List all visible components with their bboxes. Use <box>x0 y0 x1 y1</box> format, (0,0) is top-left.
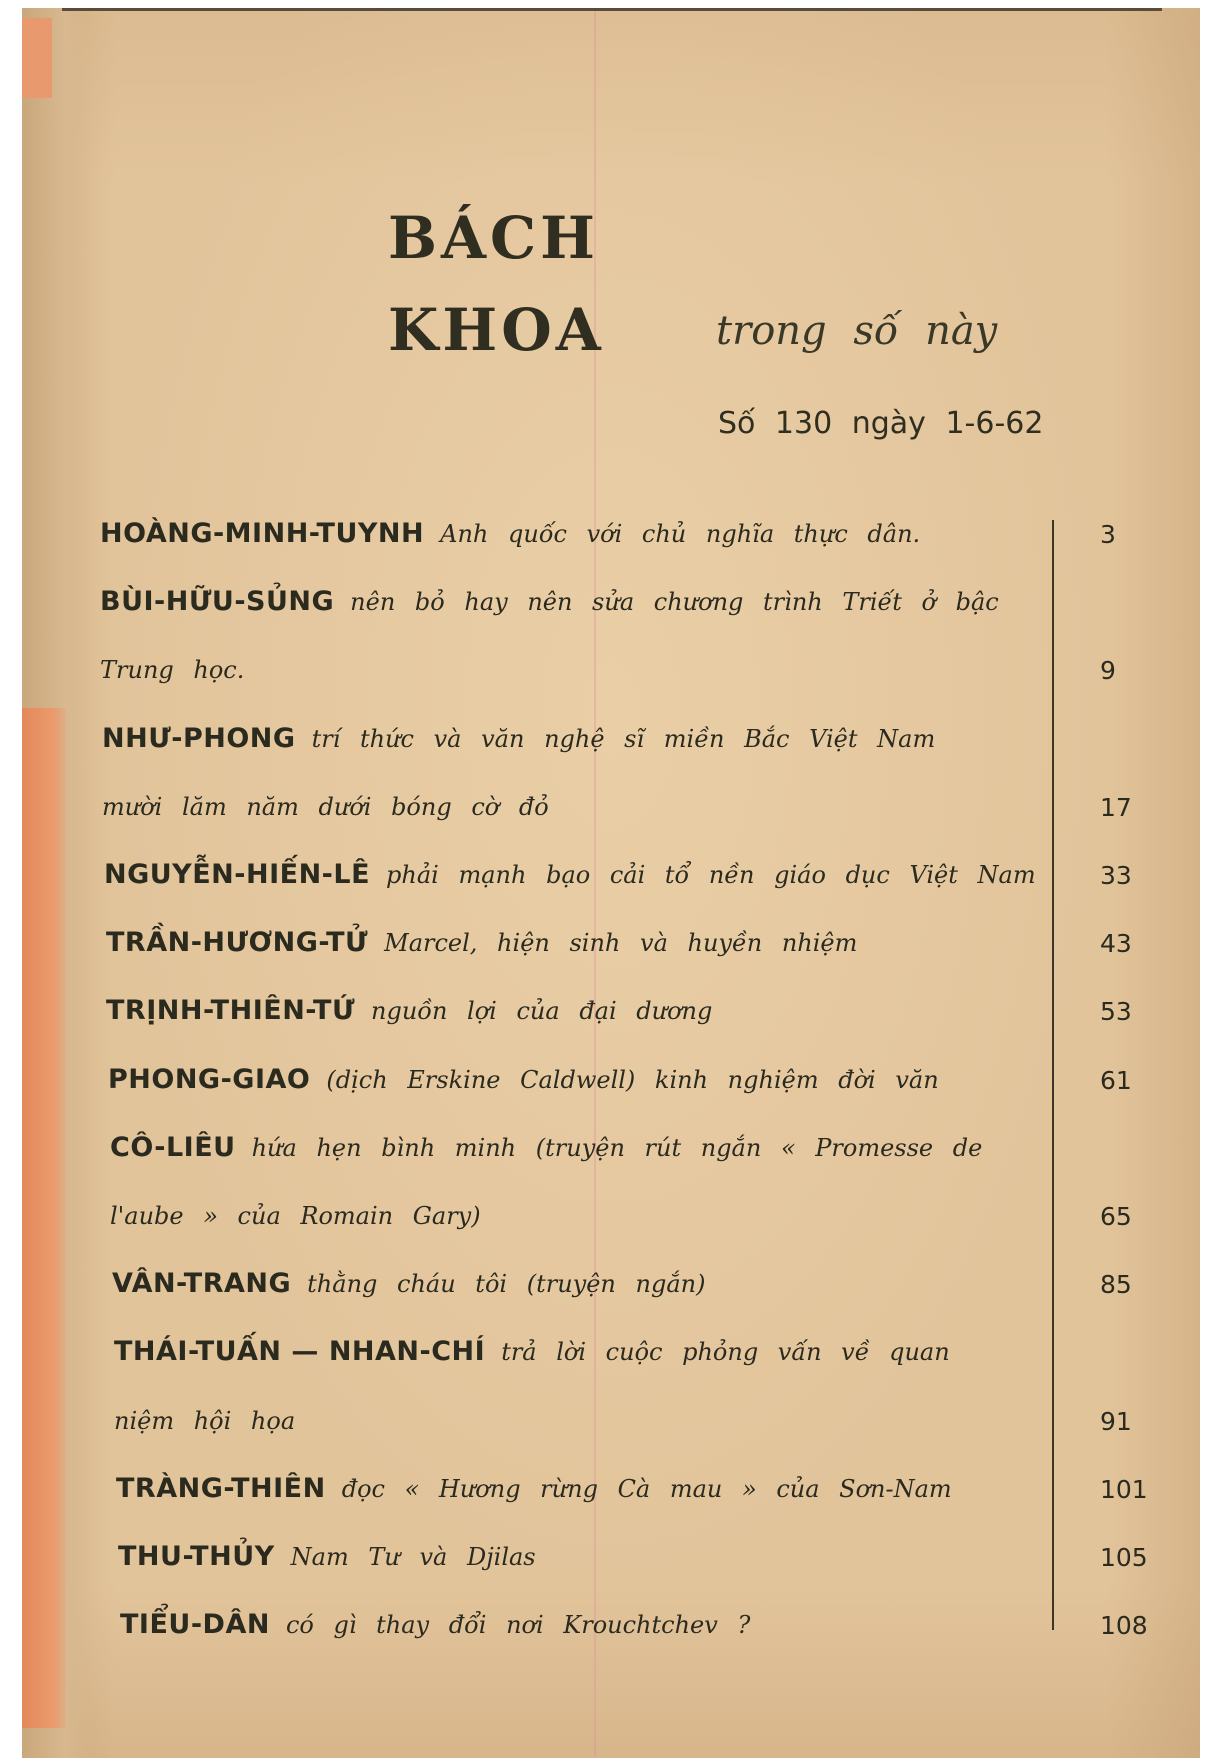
toc-description: nguồn lợi của đại dương <box>371 997 713 1025</box>
toc-page-number: 91 <box>1100 1407 1132 1436</box>
toc-author: BÙI-HỮU-SỦNG <box>100 586 335 617</box>
toc-page-number: 85 <box>1100 1270 1132 1299</box>
toc-description: l'aube » của Romain Gary) <box>110 1202 481 1230</box>
toc-description: phải mạnh bạo cải tổ nền giáo dục Việt Nam <box>386 861 1036 889</box>
toc-description: trí thức và văn nghệ sĩ miền Bắc Việt Nam <box>311 725 936 753</box>
toc-page-number: 105 <box>1100 1543 1148 1572</box>
toc-entry <box>112 1268 705 1299</box>
toc-page-number: 3 <box>1100 520 1116 549</box>
toc-entry <box>102 791 549 822</box>
toc-description: trả lời cuộc phỏng vấn về quan <box>501 1338 950 1366</box>
toc-author: NGUYỄN-HIẾN-LÊ <box>104 859 371 890</box>
title-line-1: BÁCH <box>388 204 599 272</box>
toc-entry <box>106 995 712 1026</box>
toc-description: có gì thay đổi nơi Krouchtchev ? <box>285 1611 751 1639</box>
toc-description: hứa hẹn bình minh (truyện rút ngắn « Promesse de <box>251 1134 983 1162</box>
toc-author: CÔ-LIÊU <box>110 1132 236 1163</box>
toc-entry <box>114 1405 295 1436</box>
toc-page-number: 17 <box>1100 793 1132 822</box>
toc-entry <box>106 927 857 958</box>
toc-description: thằng cháu tôi (truyện ngắn) <box>307 1270 706 1298</box>
toc-page-number: 101 <box>1100 1475 1148 1504</box>
toc-page-number: 61 <box>1100 1066 1132 1095</box>
toc-description: Anh quốc với chủ nghĩa thực dân. <box>440 520 921 548</box>
toc-author: PHONG-GIAO <box>108 1064 311 1095</box>
toc-entry <box>100 518 920 549</box>
column-divider <box>1052 520 1054 1630</box>
toc-entry <box>116 1473 952 1504</box>
toc-author: VÂN-TRANG <box>112 1268 292 1299</box>
toc-description: đọc « Hương rừng Cà mau » của Sơn-Nam <box>341 1475 952 1503</box>
toc-description: niệm hội họa <box>114 1407 296 1435</box>
toc-description: (dịch Erskine Caldwell) kinh nghiệm đời văn <box>326 1066 939 1094</box>
toc-entry <box>102 723 935 754</box>
toc-page-number: 65 <box>1100 1202 1132 1231</box>
toc-entry <box>110 1200 481 1231</box>
toc-author: TRÀNG-THIÊN <box>116 1473 326 1504</box>
toc-description: mười lăm năm dưới bóng cờ đỏ <box>102 793 549 821</box>
toc-entry <box>118 1541 536 1572</box>
toc-description: Marcel, hiện sinh và huyền nhiệm <box>384 929 858 957</box>
toc-page-number: 9 <box>1100 656 1116 685</box>
toc-entry <box>108 1064 939 1095</box>
toc-description: nên bỏ hay nên sửa chương trình Triết ở bậc <box>350 588 999 616</box>
toc-entry <box>110 1132 982 1163</box>
orange-paper-strip-top <box>22 18 52 98</box>
toc-page-number: 33 <box>1100 861 1132 890</box>
toc-description: Trung học. <box>100 656 245 684</box>
toc-author: TIỂU-DÂN <box>120 1609 270 1640</box>
toc-page-number: 43 <box>1100 929 1132 958</box>
toc-author: TRỊNH-THIÊN-TỨ <box>106 995 355 1026</box>
toc-entry <box>114 1336 950 1367</box>
subtitle: trong số này <box>716 308 998 354</box>
toc-description: Nam Tư và Djilas <box>290 1543 536 1571</box>
toc-entry <box>100 654 244 685</box>
toc-author: THÁI-TUẤN — NHAN-CHÍ <box>114 1336 486 1367</box>
top-page-edge <box>62 8 1162 11</box>
magazine-page <box>22 8 1200 1758</box>
toc-author: TRẦN-HƯƠNG-TỬ <box>106 927 369 958</box>
toc-author: THU-THỦY <box>118 1541 275 1572</box>
issue-info: Số 130 ngày 1-6-62 <box>718 406 1044 441</box>
toc-entry <box>120 1609 750 1640</box>
toc-author: HOÀNG-MINH-TUYNH <box>100 518 425 549</box>
toc-author: NHƯ-PHONG <box>102 723 296 754</box>
toc-page-number: 53 <box>1100 997 1132 1026</box>
toc-entry <box>100 586 999 617</box>
toc-entry <box>104 859 1036 890</box>
toc-page-number: 108 <box>1100 1611 1148 1640</box>
orange-paper-strip <box>22 708 66 1728</box>
title-line-2: KHOA <box>388 296 605 364</box>
